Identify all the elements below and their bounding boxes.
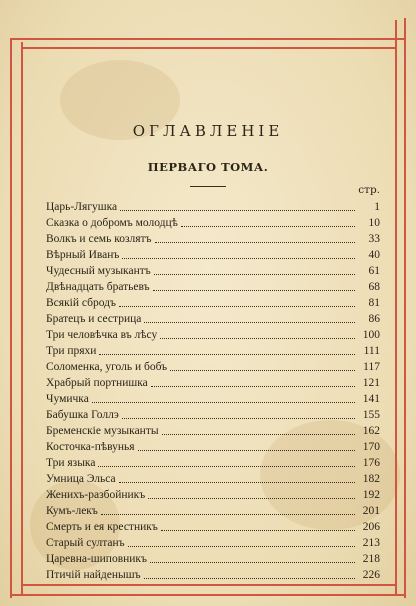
toc-entry-title: Чудесный музыкантъ <box>46 265 151 277</box>
border-rule <box>10 594 406 596</box>
toc-leader-dots <box>99 353 355 355</box>
toc-entry-page: 86 <box>368 313 380 325</box>
toc-entry <box>46 566 380 582</box>
toc-leader-dots <box>151 385 355 387</box>
toc-entry <box>46 214 380 230</box>
toc-entry-page: 1 <box>374 201 380 213</box>
toc-entry-title: Братецъ и сестрица <box>46 313 142 325</box>
toc-entry-title: Три пряхи <box>46 345 97 357</box>
toc-entry <box>46 454 380 470</box>
toc-entry-title: Всякiй сбродъ <box>46 297 116 309</box>
toc-entry <box>46 342 380 358</box>
toc-entry-title: Царь-Лягушка <box>46 201 118 213</box>
toc-entry <box>46 262 380 278</box>
toc-entry-page: 33 <box>368 233 380 245</box>
toc-entry-title: Три языка <box>46 457 96 469</box>
toc-entry-title: Старый султанъ <box>46 537 125 549</box>
border-rule <box>21 47 397 49</box>
toc-entry-page: 10 <box>368 217 380 229</box>
toc-leader-dots <box>150 561 355 563</box>
toc-entry-page: 162 <box>362 425 380 437</box>
toc-entry-title: Двѣнадцать братьевъ <box>46 281 150 293</box>
toc-leader-dots <box>138 449 355 451</box>
toc-leader-dots <box>181 225 355 227</box>
toc-leader-dots <box>161 529 355 531</box>
toc-entry-page: 117 <box>363 361 380 373</box>
toc-leader-dots <box>122 417 355 419</box>
toc-entry <box>46 310 380 326</box>
toc-leader-dots <box>154 273 355 275</box>
toc-entry-title: Три человѣчка въ лѣсу <box>46 329 158 341</box>
border-rule <box>21 584 397 586</box>
toc-entry-title: Царевна-шиповникъ <box>46 553 147 565</box>
toc-entry <box>46 470 380 486</box>
toc-leader-dots <box>153 289 355 291</box>
toc-leader-dots <box>92 401 355 403</box>
toc-leader-dots <box>148 497 355 499</box>
toc-entry <box>46 246 380 262</box>
title-divider <box>190 186 226 187</box>
toc-entry <box>46 550 380 566</box>
toc-leader-dots <box>144 321 355 323</box>
toc-entry-title: Волкъ и семь козлятъ <box>46 233 152 245</box>
toc-entry <box>46 422 380 438</box>
toc-entry <box>46 390 380 406</box>
toc-entry <box>46 278 380 294</box>
toc-entry-title: Вѣрный Иванъ <box>46 249 120 261</box>
toc-entry <box>46 486 380 502</box>
toc-entry <box>46 294 380 310</box>
toc-entry <box>46 406 380 422</box>
toc-entry-title: Чумичка <box>46 393 89 405</box>
toc-entry-page: 61 <box>368 265 380 277</box>
toc-leader-dots <box>128 545 355 547</box>
toc-entry-page: 201 <box>362 505 380 517</box>
toc-entry-page: 226 <box>362 569 380 581</box>
toc-entry-title: Косточка-пѣвунья <box>46 441 135 453</box>
toc-entry <box>46 198 380 214</box>
toc-entry <box>46 230 380 246</box>
toc-entry <box>46 438 380 454</box>
toc-entry-title: Бременскiе музыканты <box>46 425 159 437</box>
toc-entry-page: 40 <box>368 249 380 261</box>
toc-entry-title: Бабушка Голлэ <box>46 409 119 421</box>
toc-entry <box>46 518 380 534</box>
toc-entry-page: 155 <box>362 409 380 421</box>
toc-entry <box>46 534 380 550</box>
table-of-contents <box>46 198 380 582</box>
toc-entry-page: 141 <box>362 393 380 405</box>
toc-leader-dots <box>155 241 356 243</box>
page-subtitle: ПЕРВАГО ТОМА. <box>147 160 269 174</box>
toc-entry-page: 218 <box>362 553 380 565</box>
toc-entry-title: Кумъ-лекъ <box>46 505 98 517</box>
toc-entry-title: Женихъ-разбойникъ <box>46 489 146 501</box>
toc-leader-dots <box>162 433 355 435</box>
toc-entry-page: 81 <box>368 297 380 309</box>
toc-leader-dots <box>120 209 355 211</box>
toc-leader-dots <box>160 337 355 339</box>
toc-entry-page: 182 <box>362 473 380 485</box>
toc-entry-page: 111 <box>363 345 380 357</box>
toc-leader-dots <box>98 465 355 467</box>
toc-leader-dots <box>170 369 355 371</box>
toc-entry-title: Храбрый портнишка <box>46 377 148 389</box>
toc-leader-dots <box>101 513 355 515</box>
toc-entry-title: Соломенка, уголь и бобъ <box>46 361 168 373</box>
toc-entry-page: 192 <box>362 489 380 501</box>
toc-entry-title: Смерть и ея крестникъ <box>46 521 158 533</box>
toc-entry-page: 206 <box>362 521 380 533</box>
toc-leader-dots <box>144 577 355 579</box>
toc-entry-page: 213 <box>362 537 380 549</box>
toc-leader-dots <box>122 257 355 259</box>
page-column-header: стр. <box>358 184 380 196</box>
toc-entry-page: 176 <box>362 457 380 469</box>
toc-leader-dots <box>119 481 355 483</box>
toc-entry-page: 170 <box>362 441 380 453</box>
toc-entry-title: Птичiй найденышъ <box>46 569 141 581</box>
toc-entry-title: Сказка о добромъ молодцѣ <box>46 217 178 229</box>
toc-leader-dots <box>119 305 355 307</box>
toc-entry <box>46 502 380 518</box>
border-rule <box>395 20 397 594</box>
toc-entry-page: 121 <box>362 377 380 389</box>
toc-entry <box>46 326 380 342</box>
toc-entry-page: 100 <box>362 329 380 341</box>
toc-entry-title: Умница Эльса <box>46 473 116 485</box>
toc-entry <box>46 358 380 374</box>
toc-entry <box>46 374 380 390</box>
page-title: ОГЛАВЛЕНIЕ <box>132 122 284 140</box>
border-rule <box>10 38 406 40</box>
toc-entry-page: 68 <box>368 281 380 293</box>
border-rule <box>404 18 406 598</box>
